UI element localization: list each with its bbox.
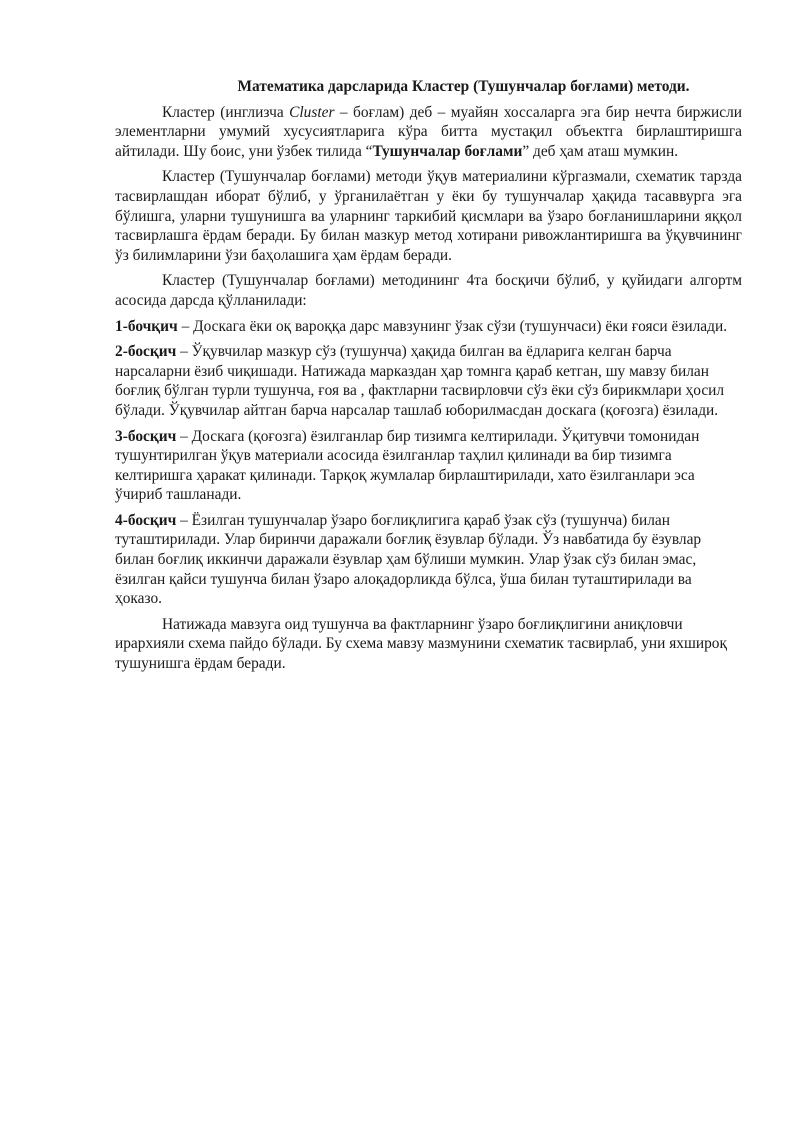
step-4-paragraph xyxy=(115,511,742,609)
step-4-text: – Ёзилган тушунчалар ўзаро боғлиқлигига қараб ўзак сўз (тушунча) билан туташтирилади. Улар биринчи даражали боғлиқ ёзувлар бўлади. Ўз навбатида бу ёзувлар билан боғлиқ иккинчи даражали ёзувлар ҳам бўлиши мумкин. Улар ўзак сўз билан эмас, ёзилган қайси тушунча билан ўзаро алоқадорликда бўлса, ўша билан туташтирилади ва ҳоказо. xyxy=(115,511,702,608)
document-page xyxy=(115,74,742,674)
cluster-term: Cluster xyxy=(289,103,335,121)
stages-intro-paragraph: Кластер (Тушунчалар боғлами) методининг 4та босқичи бўлиб, у қуйидаги алгортм асосида дарсда қўлланилади: xyxy=(115,272,742,309)
intro-paragraph xyxy=(115,103,742,162)
document-title: Математика дарсларида Кластер (Тушунчалар боғлами) методи. xyxy=(237,78,690,95)
step-1-text: – Доскага ёки оқ вароққа дарс мавзунинг ўзак сўзи (тушунчаси) ёки ғояси ёзилади. xyxy=(177,317,728,335)
step-1-label: 1-бочқич xyxy=(115,317,178,335)
step-1-paragraph xyxy=(115,317,742,337)
bold-term: Тушунчалар боғлами xyxy=(372,142,523,160)
step-2-paragraph xyxy=(115,342,742,420)
step-4-label: 4-босқич xyxy=(115,511,177,529)
step-3-label: 3-босқич xyxy=(115,427,177,445)
method-description-paragraph: Кластер (Тушунчалар боғлами) методи ўқув материалини кўргазмали, схематик тарзда тасвирлашдан иборат бўлиб, у ўрганилаётган у ёки бу тушунчалар ҳақида тасаввурга эга бўлишга, уларни тушунишга ва уларнинг таркибий қисмлари ва ўзаро боғланишларини яққол тасвирлашга ёрдам беради. Бу билан мазкур метод хотирани ривожлантиришга ва ўқувчининг ўз билимларини ўзи баҳолашига ҳам ёрдам беради. xyxy=(115,168,742,264)
intro-text-3: ” деб ҳам аташ мумкин. xyxy=(522,142,679,160)
step-3-paragraph xyxy=(115,427,742,505)
step-2-text: – Ўқувчилар мазкур сўз (тушунча) ҳақида билган ва ёдларига келган барча нарсаларни ёзиб чиқишади. Натижада марказдан ҳар томнга қараб кетган, шу мавзу билан боғлиқ бўлган турли тушунча, ғоя ва , фактларни тасвирловчи сўз ёки сўз бирикмлари ҳосил бўлади. Ўқувчилар айтган барча нарсалар ташлаб юборилмасдан доскага (қоғозга) ёзилади. xyxy=(115,343,725,419)
step-2-label: 2-босқич xyxy=(115,343,177,361)
intro-text-2: – боғлам) деб – муайян хоссаларга эга бир нечта биржисли элементларни умумий хусусиятларига кўра битта мустақил объектга бирлаштиришга айтилади. Шу боис, уни ўзбек тилида “ xyxy=(115,103,742,160)
step-3-text: – Доскага (қоғозга) ёзилганлар бир тизимга келтирилади. Ўқитувчи томонидан тушунтирилган ўқув материали асосида ёзилганлар таҳлил қилинади ва бир тизимга келтиришга ҳаракат қилинади. Тарқоқ жумлалар бирлаштирилади, хато ёзилганлари эса ўчириб ташланади. xyxy=(115,427,700,504)
conclusion-paragraph: Натижада мавзуга оид тушунча ва фактларнинг ўзаро боғлиқлигини аниқловчи ирархияли схема пайдо бўлади. Бу схема мавзу мазмунини схематик тасвирлаб, уни яхшироқ тушунишга ёрдам беради. xyxy=(115,615,727,673)
intro-text-1: Кластер (инглизча xyxy=(162,103,290,121)
